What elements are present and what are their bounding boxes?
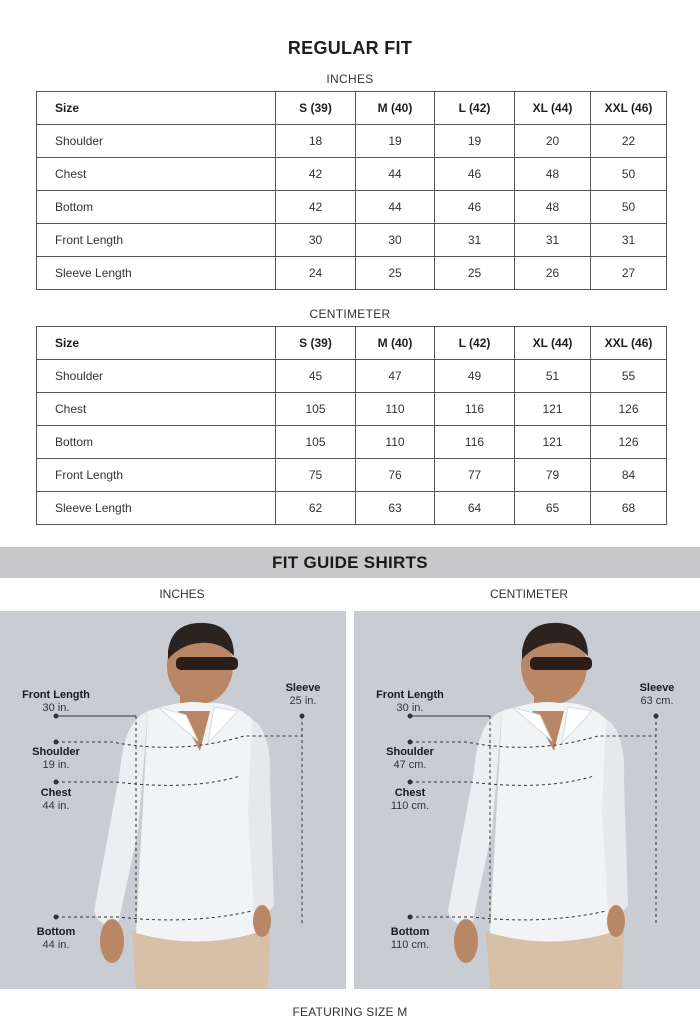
featuring-size-caption: FEATURING SIZE M [292,1005,408,1019]
table-cell: 126 [591,393,667,426]
header-cell: S (39) [276,92,356,125]
front-length-annotation [368,689,452,715]
table-cell: 68 [591,492,667,525]
chest-value: 44 in. [42,800,70,812]
table-cell: 44 [356,158,435,191]
header-cell: XL (44) [515,92,591,125]
table-cell: 27 [591,257,667,290]
shoulder-annotation [22,746,90,772]
front-length-annotation [14,689,98,715]
bottom-name: Bottom [390,926,430,938]
table-cell: 116 [435,426,515,459]
table-cell: 24 [276,257,356,290]
front-length-name: Front Length [22,689,90,701]
table-cell: 126 [591,426,667,459]
shoulder-value: 47 cm. [393,759,427,771]
table-cell: 75 [276,459,356,492]
table-cell: 44 [356,191,435,224]
table-cell: 49 [435,360,515,393]
shoulder-annotation [376,746,444,772]
table-cell: 84 [591,459,667,492]
front-length-value: 30 in. [396,702,424,714]
row-label: Bottom [37,191,276,224]
table-cell: 105 [276,426,356,459]
sleeve-annotation [628,682,686,708]
table-cell: 47 [356,360,435,393]
sleeve-value: 63 cm. [640,695,674,707]
table-row [37,393,667,426]
table-cell: 22 [591,125,667,158]
front-length-name: Front Length [376,689,444,701]
table-row [37,191,667,224]
table-header-row [37,327,667,360]
table-cell: 46 [435,158,515,191]
chest-annotation [24,787,88,813]
model-photo-inches [0,611,346,989]
header-cell: XXL (46) [591,92,667,125]
row-label: Shoulder [37,125,276,158]
row-label: Front Length [37,224,276,257]
header-cell: Size [37,92,276,125]
table-row [37,426,667,459]
row-label: Front Length [37,459,276,492]
table-row [37,492,667,525]
header-cell: XL (44) [515,327,591,360]
sleeve-name: Sleeve [285,682,321,694]
cm-table-caption: CENTIMETER [309,307,391,321]
bottom-name: Bottom [36,926,76,938]
chest-value: 110 cm. [390,800,430,812]
row-label: Shoulder [37,360,276,393]
shoulder-name: Shoulder [32,746,80,758]
front-length-value: 30 in. [42,702,70,714]
model-photo-cm [354,611,700,989]
row-label: Sleeve Length [37,257,276,290]
chest-annotation [378,787,442,813]
bottom-value: 110 cm. [390,939,430,951]
table-row [37,125,667,158]
table-row [37,224,667,257]
table-cell: 55 [591,360,667,393]
table-cell: 45 [276,360,356,393]
table-cell: 48 [515,158,591,191]
header-cell: L (42) [435,327,515,360]
fit-guide-banner: FIT GUIDE SHIRTS [0,547,700,578]
table-row [37,158,667,191]
table-cell: 31 [435,224,515,257]
bottom-annotation [24,926,88,952]
table-cell: 30 [356,224,435,257]
header-cell: Size [37,327,276,360]
table-cell: 76 [356,459,435,492]
table-cell: 121 [515,426,591,459]
table-cell: 110 [356,393,435,426]
sleeve-name: Sleeve [639,682,675,694]
cm-size-table [36,326,667,525]
table-cell: 110 [356,426,435,459]
header-cell: M (40) [356,327,435,360]
table-cell: 31 [515,224,591,257]
table-cell: 30 [276,224,356,257]
table-row [37,360,667,393]
guide-cm-label: CENTIMETER [490,587,568,601]
bottom-annotation [378,926,442,952]
table-cell: 79 [515,459,591,492]
table-cell: 20 [515,125,591,158]
table-cell: 64 [435,492,515,525]
table-cell: 105 [276,393,356,426]
table-cell: 18 [276,125,356,158]
header-cell: S (39) [276,327,356,360]
table-cell: 19 [435,125,515,158]
table-cell: 19 [356,125,435,158]
page-title: REGULAR FIT [287,38,413,58]
table-cell: 25 [356,257,435,290]
table-cell: 116 [435,393,515,426]
inches-size-table [36,91,667,290]
table-cell: 50 [591,191,667,224]
bottom-value: 44 in. [42,939,70,951]
table-cell: 31 [591,224,667,257]
table-cell: 50 [591,158,667,191]
header-cell: XXL (46) [591,327,667,360]
table-cell: 121 [515,393,591,426]
table-cell: 62 [276,492,356,525]
shoulder-value: 19 in. [42,759,70,771]
table-cell: 77 [435,459,515,492]
table-row [37,459,667,492]
guide-inches-label: INCHES [159,587,205,601]
table-cell: 48 [515,191,591,224]
chest-name: Chest [394,787,426,799]
table-cell: 65 [515,492,591,525]
table-cell: 42 [276,158,356,191]
row-label: Sleeve Length [37,492,276,525]
table-cell: 63 [356,492,435,525]
shoulder-name: Shoulder [386,746,434,758]
header-cell: M (40) [356,92,435,125]
table-row [37,257,667,290]
table-cell: 46 [435,191,515,224]
chest-name: Chest [40,787,72,799]
table-cell: 25 [435,257,515,290]
sleeve-value: 25 in. [289,695,317,707]
table-cell: 51 [515,360,591,393]
row-label: Chest [37,393,276,426]
header-cell: L (42) [435,92,515,125]
row-label: Chest [37,158,276,191]
table-header-row [37,92,667,125]
table-cell: 42 [276,191,356,224]
inches-table-caption: INCHES [326,72,374,86]
sleeve-annotation [274,682,332,708]
table-cell: 26 [515,257,591,290]
row-label: Bottom [37,426,276,459]
